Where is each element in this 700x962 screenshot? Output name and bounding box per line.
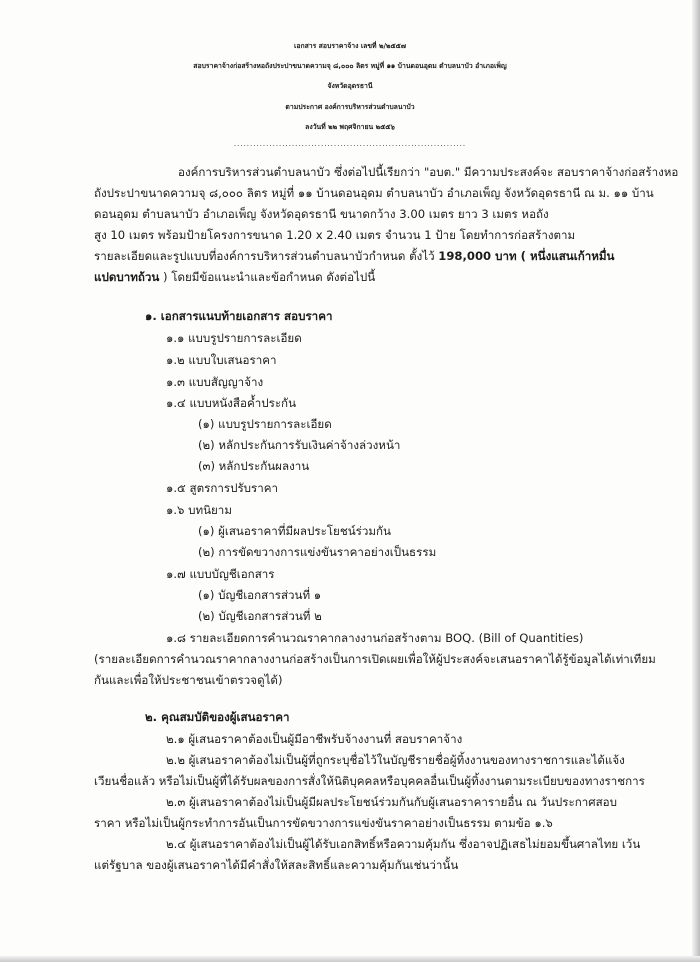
announcement-by: ตามประกาศ องค์การบริหารส่วนตำบลนาบัว xyxy=(285,103,415,111)
scan-right-edge xyxy=(692,0,700,962)
intro-line-5 xyxy=(94,248,614,264)
section-1-subitem: (๓) หลักประกันผลงาน xyxy=(198,459,310,473)
section-2-line: ๒.๓ ผู้เสนอราคาต้องไม่เป็นผู้มีผลประโยชน์ร่วมกันกับผู้เสนอราคารายอื่น ณ วันประกาศสอบ xyxy=(166,795,618,809)
section-2-line: ๒.๑ ผู้เสนอราคาต้องเป็นผู้มีอาชีพรับจ้างงานที่ สอบราคาจ้าง xyxy=(166,732,463,746)
section-1-subitem: (๑) บัญชีเอกสารส่วนที่ ๑ xyxy=(198,588,322,602)
document-subject-line-1: สอบราคาจ้างก่อสร้างหอถังประปาขนาดความจุ ๘,๐๐๐ ลิตร หมู่ที่ ๑๑ บ้านดอนอุดม ตำบลนาบัว อำเภอเพ็ญ xyxy=(193,62,507,70)
section-1-subitem: (๒) การขัดขวางการแข่งขันราคาอย่างเป็นธรรม xyxy=(198,545,437,559)
section-1-title: ๑. เอกสารแนบท้ายเอกสาร สอบราคา xyxy=(145,309,333,323)
section-1-item: ๑.๑ แบบรูปรายการละเอียด xyxy=(166,331,302,345)
section-1-item: ๑.๖ บทนิยาม xyxy=(166,503,232,517)
section-1-item: ๑.๗ แบบบัญชีเอกสาร xyxy=(166,567,275,581)
section-1-item: ๑.๘ รายละเอียดการคำนวณราคากลางงานก่อสร้างตาม BOQ. (Bill of Quantities) xyxy=(166,631,584,645)
intro-line-6 xyxy=(94,269,375,285)
section-1-item: ๑.๓ แบบสัญญาจ้าง xyxy=(166,375,264,389)
intro-line-3: ดอนอุดม ตำบลนาบัว อำเภอเพ็ญ จังหวัดอุดรธานี ขนาดกว้าง 3.00 เมตร ยาว 3 เมตร หอถัง xyxy=(94,207,549,221)
section-1-item: ๑.๒ แบบใบเสนอราคา xyxy=(166,353,277,367)
budget-amount: 198,000 บาท ( หนึ่งแสนเก้าหมื่น xyxy=(438,249,615,263)
boq-note-line-1: (รายละเอียดการคำนวณราคากลางงานก่อสร้างเป็นการเปิดเผยเพื่อให้ผู้ประสงค์จะเสนอราคาได้รู้ข้อมูลได้เท่าเทียม xyxy=(94,652,656,666)
intro-line-2: ถังประปาขนาดความจุ ๘,๐๐๐ ลิตร หมู่ที่ ๑๑ บ้านดอนอุดม ตำบลนาบัว อำเภอเพ็ญ จังหวัดอุดรธานี ณ ม. ๑๑ บ้าน xyxy=(94,186,654,200)
section-2-line: ๒.๔ ผู้เสนอราคาต้องไม่เป็นผู้ได้รับเอกสิทธิ์หรือความคุ้มกัน ซึ่งอาจปฏิเสธไม่ยอมขึ้นศาลไทย เว้น xyxy=(166,837,641,851)
budget-amount-words: แปดบาทถ้วน xyxy=(94,270,160,284)
intro-line-5-text: รายละเอียดและรูปแบบที่องค์การบริหารส่วนตำบลนาบัวกำหนด ตั้งไว้ xyxy=(94,249,439,263)
boq-note-line-2: กันและเพื่อให้ประชาชนเข้าตรวจดูได้) xyxy=(94,673,283,687)
document-number: เอกสาร สอบราคาจ้าง เลขที่ ๒/๒๕๕๗ xyxy=(294,42,406,50)
section-1-subitem: (๒) หลักประกันการรับเงินค่าจ้างล่วงหน้า xyxy=(198,438,401,452)
section-1-subitem: (๑) แบบรูปรายการละเอียด xyxy=(198,417,332,431)
document-subject-line-2: จังหวัดอุดรธานี xyxy=(327,82,373,90)
section-2-line: ราคา หรือไม่เป็นผู้กระทำการอันเป็นการขัดขวางการแข่งขันราคาอย่างเป็นธรรม ตามข้อ ๑.๖ xyxy=(94,816,553,830)
section-2-line: แต่รัฐบาล ของผู้เสนอราคาได้มีคำสั่งให้สละสิทธิ์และความคุ้มกันเช่นว่านั้น xyxy=(94,858,459,872)
section-2-line: เวียนชื่อแล้ว หรือไม่เป็นผู้ที่ได้รับผลของการสั่งให้นิติบุคคลหรือบุคคลอื่นเป็นผู้ทิ้งงานตามระเบียบของทางราชการ xyxy=(94,774,645,788)
section-1-subitem: (๒) บัญชีเอกสารส่วนที่ ๒ xyxy=(198,609,322,623)
section-2-line: ๒.๒ ผู้เสนอราคาต้องไม่เป็นผู้ที่ถูกระบุชื่อไว้ในบัญชีรายชื่อผู้ทิ้งงานของทางราชการและได้แจ้ง xyxy=(166,753,625,767)
section-1-item: ๑.๔ แบบหนังสือค้ำประกัน xyxy=(166,396,296,410)
separator-dots: ........................................................................ xyxy=(233,140,467,148)
intro-line-4: สูง 10 เมตร พร้อมป้ายโครงการขนาด 1.20 x 2.40 เมตร จำนวน 1 ป้าย โดยทำการก่อสร้างตาม xyxy=(94,228,576,242)
scan-bottom-edge xyxy=(0,956,700,962)
intro-line-1: องค์การบริหารส่วนตำบลนาบัว ซึ่งต่อไปนี้เรียกว่า "อบต." มีความประสงค์จะ สอบราคาจ้างก่อสร้างหอ xyxy=(178,165,679,179)
intro-line-6-text: ) โดยมีข้อแนะนำและข้อกำหนด ดังต่อไปนี้ xyxy=(159,270,376,284)
announcement-date: ลงวันที่ ๒๒ พฤศจิกายน ๒๕๕๖ xyxy=(305,123,395,131)
section-1-subitem: (๑) ผู้เสนอราคาที่มีผลประโยชน์ร่วมกัน xyxy=(198,524,391,538)
section-2-title: ๒. คุณสมบัติของผู้เสนอราคา xyxy=(145,710,290,724)
section-1-item: ๑.๕ สูตรการปรับราคา xyxy=(166,481,279,495)
